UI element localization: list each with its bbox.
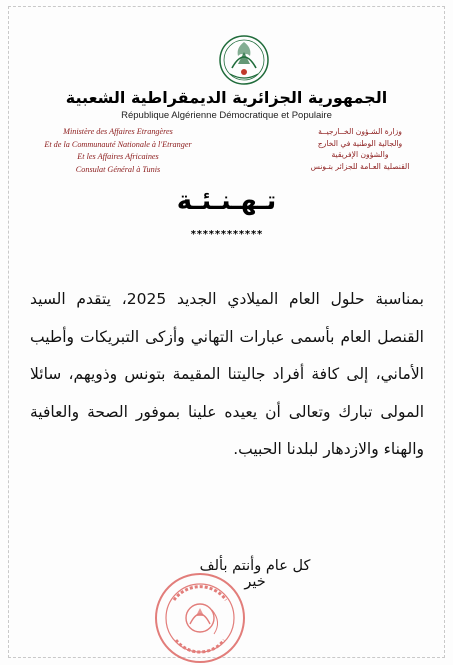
title-separator: ************ — [190, 229, 263, 240]
ministry-fr-line-2: Et de la Communauté Nationale à l'Etranger — [44, 139, 192, 149]
national-emblem-icon — [218, 34, 270, 86]
document-title: تـهـنـئـة — [176, 186, 277, 216]
ministry-fr-line-3: Et les Affaires Africaines — [77, 152, 159, 161]
ministry-ar-line-1: وزارة الشـؤون الخــارجيــة — [318, 127, 402, 136]
republic-title-french: République Algérienne Démocratique et Populaire — [121, 110, 332, 121]
greeting-body: بمناسبة حلول العام الميلادي الجديد 2025، يتقدم السيد القنصل العام بأسمى عبارات التهاني وأزكى التبريكات وأطيب الأماني، إلى كافة أفراد جاليتنا المقيمة بتونس وذويهم، سائلا المولى تبارك وتعالى أن يعيده علينا بموفور الصحة والعافية والهناء والازدهار لبلدنا الحبيب. — [30, 290, 424, 458]
ministry-fr-line-1: Ministère des Affaires Etrangères — [63, 127, 173, 136]
ministry-ar-line-3: والشؤون الإفريقية — [331, 150, 389, 159]
ministry-ar-line-2: والجالية الوطنية في الخارج — [317, 138, 403, 148]
ministry-ar-line-4: القنصلية العـامة للجزائر بتـونس — [310, 161, 410, 171]
ministry-fr-line-4: Consulat Général à Tunis — [75, 164, 161, 174]
ministry-header-french — [18, 126, 218, 176]
closing-wish: كل عام وأنتم بألف خير — [199, 558, 311, 590]
republic-title-arabic: الجمهورية الجزائرية الديمقراطية الشعبية — [65, 88, 388, 107]
ministry-header-arabic — [285, 126, 435, 172]
